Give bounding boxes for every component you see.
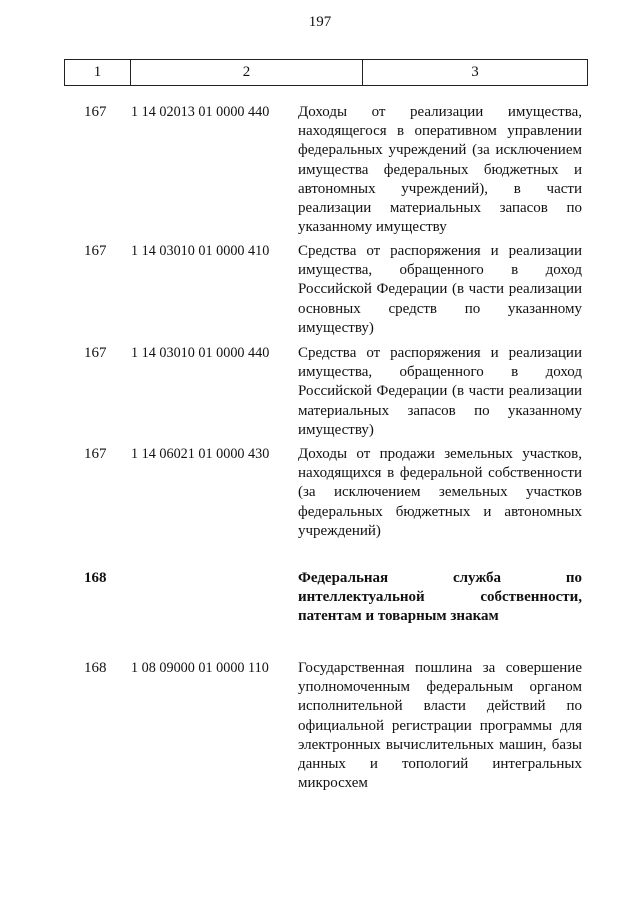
- row-description: Государственная пошлина за совершение уполномоченным федеральным органом исполнительной власти действий по официальной регистрации программы для электронных вычислительных машин, базы данных и топологий интегральных микросхем: [298, 660, 582, 792]
- row-description: Доходы от реализации имущества, находящегося в оперативном управлении федеральных учреждений (за исключением имущества федеральных бюджетных и автономных учреждений), в части реализации материальных запасов по указанному имуществу: [298, 104, 582, 236]
- row-number: 167: [84, 243, 107, 259]
- row-description: Средства от распоряжения и реализации имущества, обращенного в доход Российской Федерации (в части реализации основных средств по указанному имуществу): [298, 243, 582, 336]
- row-number: 168: [84, 660, 107, 676]
- row-description: Федеральная служба по интеллектуальной собственности, патентам и товарным знакам: [298, 570, 582, 625]
- row-description: Средства от распоряжения и реализации имущества, обращенного в доход Российской Федерации (в части реализации материальных запасов по указанному имуществу): [298, 345, 582, 438]
- row-description: Доходы от продажи земельных участков, находящихся в федеральной собственности (за исключением земельных участков федеральных бюджетных и автономных учреждений): [298, 446, 582, 539]
- row-code: 1 14 03010 01 0000 410: [131, 243, 270, 259]
- row-number: 167: [84, 104, 107, 120]
- header-col-1: 1: [65, 60, 131, 85]
- row-code: 1 08 09000 01 0000 110: [131, 660, 269, 676]
- row-code: 1 14 06021 01 0000 430: [131, 446, 270, 462]
- row-number: 167: [84, 345, 107, 361]
- row-number: 168: [84, 570, 107, 586]
- header-col-2: 2: [131, 60, 363, 85]
- page-number: 197: [308, 14, 332, 30]
- row-number: 167: [84, 446, 107, 462]
- row-code: 1 14 03010 01 0000 440: [131, 345, 270, 361]
- table-header: [64, 59, 588, 86]
- row-code: 1 14 02013 01 0000 440: [131, 104, 270, 120]
- header-col-3: 3: [471, 64, 479, 80]
